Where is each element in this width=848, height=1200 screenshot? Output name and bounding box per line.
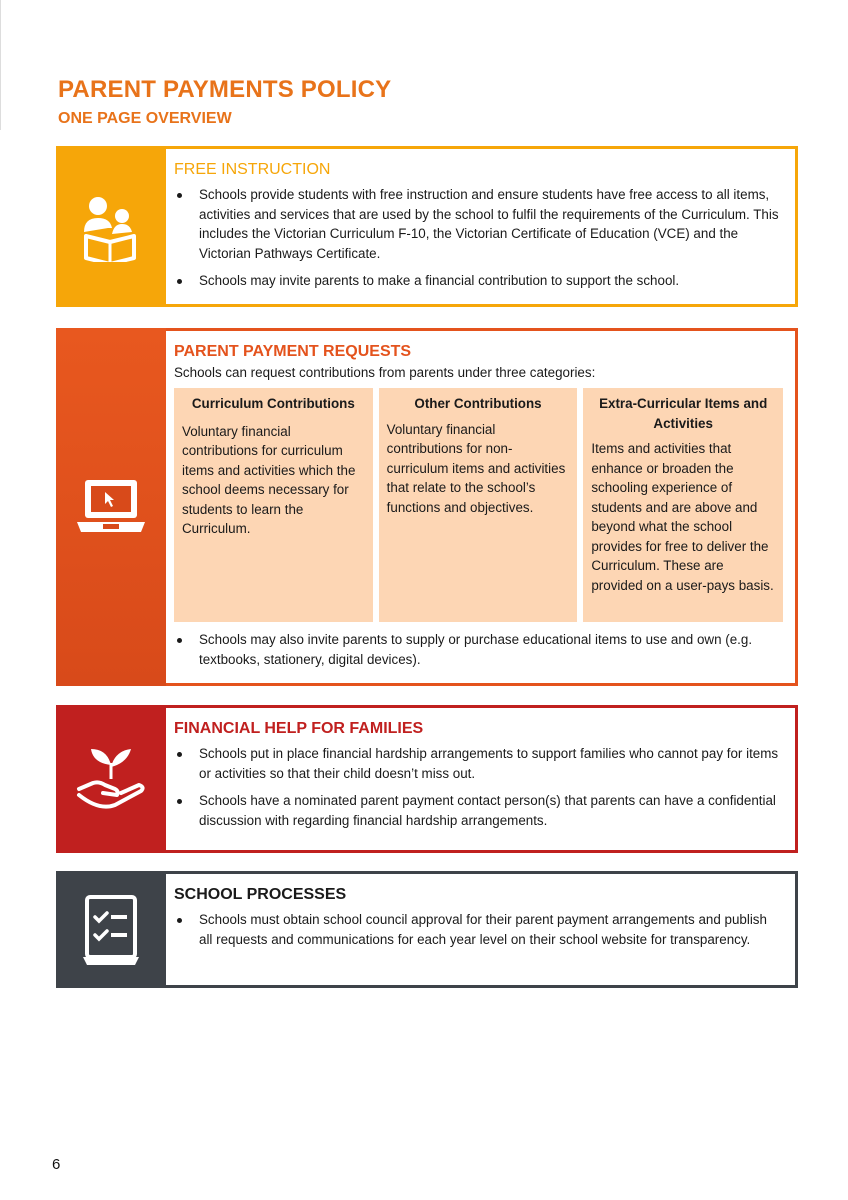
section-icon-panel: [56, 705, 166, 853]
category-card-extra-curricular: [583, 388, 783, 622]
section-content: [166, 705, 798, 853]
list-item: Schools may invite parents to make a financial contribution to support the school.: [174, 271, 783, 291]
bullet-list: [174, 630, 783, 669]
page-number: 6: [52, 1156, 61, 1173]
reading-parent-child-icon: [76, 192, 146, 262]
section-free-instruction: [56, 146, 798, 307]
section-content: [166, 146, 798, 307]
list-item: Schools must obtain school council approval for their parent payment arrangements and publish all requests and communications for each year level on their school website for transparency.: [174, 910, 783, 949]
section-school-processes: [56, 871, 798, 988]
category-title: Other Contributions: [414, 396, 542, 411]
section-parent-payment-requests: [56, 328, 798, 686]
category-card-other: [379, 388, 578, 622]
category-title: Extra-Curricular Items and Activities: [599, 396, 768, 431]
section-icon-panel: [56, 146, 166, 307]
category-card-curriculum: [174, 388, 373, 622]
list-item: Schools provide students with free instruction and ensure students have free access to all items, activities and services that are used by the school to fulfil the requirements of the Curriculum. This includes the Victorian Curriculum F-10, the Victorian Certificate of Education (VCE) and the Victorian Pathways Certificate.: [174, 185, 783, 263]
hand-plant-icon: [75, 745, 147, 813]
checklist-icon: [79, 893, 143, 967]
section-title: PARENT PAYMENT REQUESTS: [174, 343, 412, 360]
laptop-icon: [75, 476, 147, 538]
category-text: Voluntary financial contributions for non-curriculum items and activities that relate to the school’s functions and objectives.: [386, 421, 566, 515]
section-financial-help: [56, 705, 798, 853]
categories-grid: [174, 388, 783, 622]
section-icon-panel: [56, 328, 166, 686]
page-subtitle: ONE PAGE OVERVIEW: [58, 110, 232, 127]
section-title: FREE INSTRUCTION: [174, 161, 331, 178]
section-icon-panel: [56, 871, 166, 988]
list-item: Schools put in place financial hardship arrangements to support families who cannot pay for items or activities so that their child doesn’t miss out.: [174, 744, 783, 783]
bullet-list: [174, 185, 783, 291]
category-text: Voluntary financial contributions for curriculum items and activities which the school deems necessary for students to learn the Curriculum.: [182, 423, 356, 536]
section-content: [166, 328, 798, 686]
list-item: Schools have a nominated parent payment contact person(s) that parents can have a confidential discussion with regarding financial hardship arrangements.: [174, 791, 783, 830]
category-text: Items and activities that enhance or broaden the schooling experience of students and are above and beyond what the school provides for free to deliver the Curriculum. These are provided on a user-pays basis.: [591, 441, 774, 593]
section-content: [166, 871, 798, 988]
scan-edge-line: [0, 0, 1, 130]
page-title: PARENT PAYMENTS POLICY: [58, 76, 392, 103]
bullet-list: [174, 910, 783, 949]
bullet-list: [174, 744, 783, 830]
section-title: FINANCIAL HELP FOR FAMILIES: [174, 720, 424, 737]
category-title: Curriculum Contributions: [191, 396, 355, 411]
list-item: Schools may also invite parents to supply or purchase educational items to use and own (e.g. textbooks, stationery, digital devices).: [174, 630, 783, 669]
section-title: SCHOOL PROCESSES: [174, 886, 347, 903]
section-intro: Schools can request contributions from parents under three categories:: [174, 365, 596, 380]
